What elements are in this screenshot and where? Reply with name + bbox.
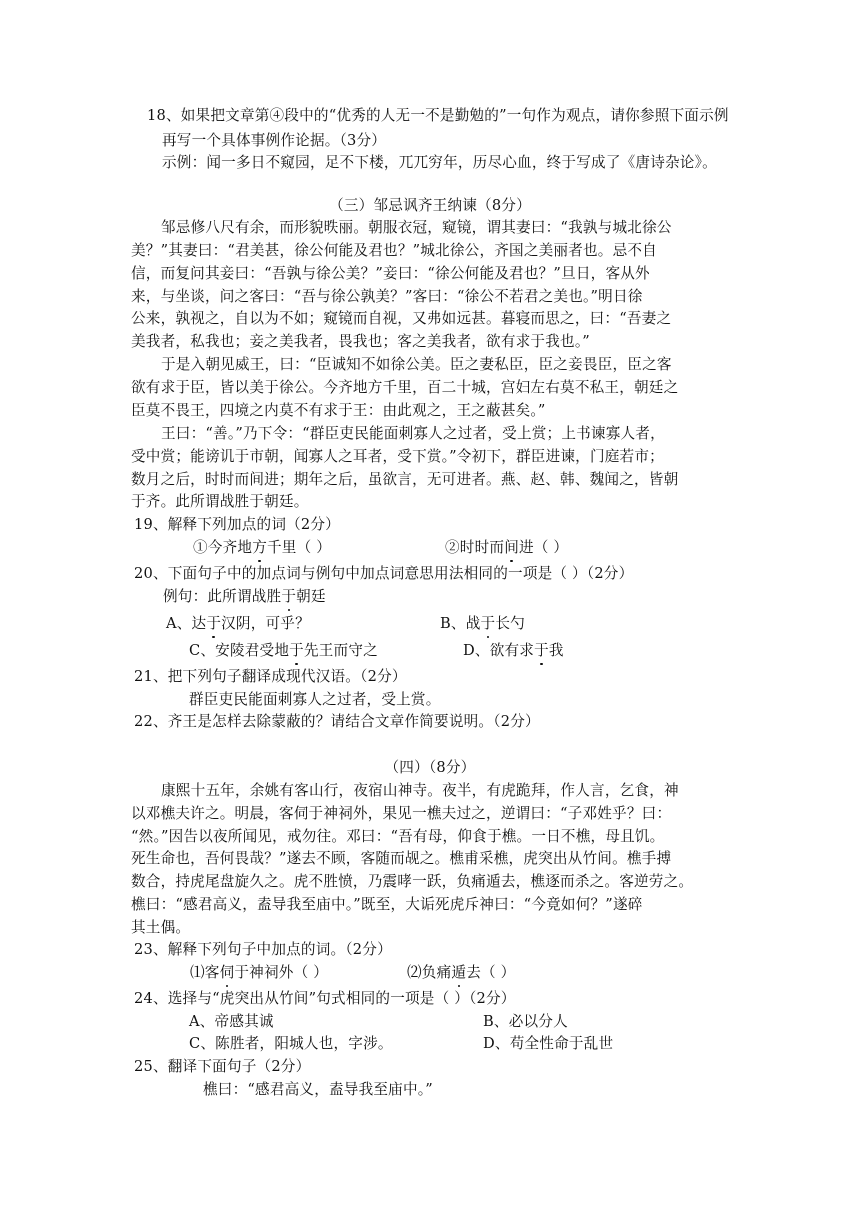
q19-item1-dotted-word: 方 <box>252 539 267 556</box>
section3-text-line: 于齐。此所谓战胜于朝廷。 <box>131 493 309 510</box>
section3-text-line: 来，与坐谈，问之客曰：“吾与徐公孰美？”客曰：“徐公不若君之美也。”明日徐 <box>131 288 643 305</box>
section4-text-line: “然。”因告以夜所闻见，戒勿往。邓曰：“吾有母，仰食于樵。一日不樵，母且饥。 <box>131 828 665 845</box>
q23-item2-post: 去（ ） <box>466 964 516 981</box>
q20-option-a <box>166 614 310 634</box>
section3-text-line: 欲有求于臣，皆以美于徐公。今齐地方千里，百二十城，宫妇左右莫不私王，朝廷之 <box>131 379 679 396</box>
q19-item1-post: 千里（ ） <box>266 539 331 556</box>
section3-text-line: 数月之后，时时而间进；期年之后，虽欲言，无可进者。燕、赵、韩、魏闻之，皆朝 <box>131 471 679 488</box>
q20-option-b-pre: B、战 <box>440 615 481 632</box>
q23-item1-pre: ⑴客 <box>190 964 220 981</box>
q23-item-1 <box>190 963 328 983</box>
section4-title: （四）（8分） <box>384 759 476 776</box>
q20-prompt: 20、下面句子中的加点词与例句中加点词意思用法相同的一项是（ ）（2分） <box>134 565 634 582</box>
q19-item2-post: 进（ ） <box>518 539 569 556</box>
q20-option-a-post: 汉阴，可乎？ <box>221 615 310 632</box>
q23-item-2 <box>407 963 515 983</box>
q19-prompt: 19、解释下列加点的词（2分） <box>134 516 340 533</box>
q24-option-c: C、陈胜者，阳城人也，字涉。 <box>189 1035 393 1052</box>
q20-option-d-dotted-word: 于 <box>534 642 549 659</box>
section3-text-line: 信，而复问其妾曰：“吾孰与徐公美？”妾曰：“徐公何能及君也？”旦日，客从外 <box>131 265 650 282</box>
q20-option-d <box>463 641 564 661</box>
section4-text-line: 死生命也，吾何畏哉？”遂去不顾，客随而觇之。樵甫采樵，虎突出从竹间。樵手搏 <box>131 850 672 867</box>
section3-text-line: 美我者，私我也；妾之美我者，畏我也；客之美我者，欲有求于我也。” <box>131 333 590 350</box>
q20-option-c-dotted-word: 于 <box>289 642 304 659</box>
q23-item2-pre: ⑵负痛 <box>407 964 452 981</box>
section3-text-line: 邹忌修八尺有余，而形貌昳丽。朝服衣冠，窥镜，谓其妻曰：“我孰与城北徐公 <box>161 219 672 236</box>
q20-option-c <box>189 641 378 661</box>
q21-prompt: 21、把下列句子翻译成现代汉语。（2分） <box>134 668 407 685</box>
section3-text-line: 美？”其妻曰：“君美甚，徐公何能及君也？”城北徐公，齐国之美丽者也。忌不自 <box>131 242 657 259</box>
q21-sentence: 群臣吏民能面刺寡人之过者，受上赏。 <box>189 691 441 708</box>
section4-text-line: 其土偶。 <box>131 919 191 936</box>
q24-prompt: 24、选择与“虎突出从竹间”句式相同的一项是（ ）（2分） <box>134 990 516 1007</box>
q20-option-c-post: 先王而守之 <box>303 642 378 659</box>
q19-item-2 <box>445 538 568 558</box>
q20-example-pre: 例句：此所谓战胜 <box>163 588 282 605</box>
q20-option-a-pre: A、达 <box>166 615 207 632</box>
section3-text-line: 臣莫不畏王，四境之内莫不有求于王：由此观之，王之蔽甚矣。” <box>131 402 546 419</box>
q19-item2-pre: ②时时而 <box>445 539 505 556</box>
section3-text-line: 受中赏；能谤讥于市朝，闻寡人之耳者，受下赏。”令初下，群臣进谏，门庭若市； <box>131 448 664 465</box>
section4-text-line: 康熙十五年，余姚有客山行，夜宿山神寺。夜半，有虎跪拜，作人言，乞食，神 <box>161 782 679 799</box>
q20-option-a-dotted-word: 于 <box>206 615 222 632</box>
q23-item2-dotted-word: 遁 <box>451 964 467 981</box>
section3-text-line: 公来，孰视之，自以为不如；窥镜而自视，又弗如远甚。暮寝而思之，曰：“吾妻之 <box>131 310 672 327</box>
section3-text-line: 于是入朝见威王，曰：“臣诚知不如徐公美。臣之妻私臣，臣之妾畏臣，臣之客 <box>161 356 672 373</box>
q20-example-post: 朝廷 <box>296 588 326 605</box>
q23-item1-post: 于神祠外（ ） <box>234 964 328 981</box>
q20-option-b-post: 长勺 <box>495 615 525 632</box>
q19-item1-pre: ①今齐地 <box>193 539 253 556</box>
q23-prompt: 23、解释下列句子中加点的词。（2分） <box>134 941 392 958</box>
q20-option-c-pre: C、安陵君受地 <box>189 642 290 659</box>
q19-item2-dotted-word: 间 <box>504 539 519 556</box>
q19-item-1 <box>193 538 331 558</box>
q24-option-d: D、苟全性命于乱世 <box>483 1035 614 1052</box>
q20-option-b <box>440 614 525 634</box>
q18-prompt-line1: 18、如果把文章第④段中的“优秀的人无一不是勤勉的”一句作为观点，请你参照下面示例 <box>147 107 729 124</box>
q20-option-d-pre: D、欲有求 <box>463 642 535 659</box>
q18-example: 示例：闻一多日不窥园，足不下楼，兀兀穷年，历尽心血，终于写成了《唐诗杂论》。 <box>162 154 717 171</box>
q20-option-b-dotted-word: 于 <box>480 615 496 632</box>
section4-text-line: 数合，持虎尾盘旋久之。虎不胜愤，乃震哮一跃，负痛遁去，樵逐而杀之。客逆劳之。 <box>131 873 694 890</box>
q20-example <box>163 587 326 607</box>
q24-option-a: A、帝感其诚 <box>189 1013 274 1030</box>
q24-option-b: B、必以分人 <box>483 1013 568 1030</box>
section4-text-line: 樵曰：“感君高义，盍导我至庙中。”既至，大诟死虎斥神曰：“今竟如何？”遂碎 <box>131 896 643 913</box>
section4-text-line: 以邓樵夫许之。明晨，客伺于神祠外，果见一樵夫过之，逆谓曰：“子邓姓乎？曰： <box>131 805 672 822</box>
section3-title: （三）邹忌讽齐王纳谏（8分） <box>329 197 531 214</box>
section3-text-line: 王曰：“善。”乃下令：“群臣吏民能面刺寡人之过者，受上赏；上书谏寡人者， <box>161 425 665 442</box>
q25-sentence: 樵曰：“感君高义，盍导我至庙中。” <box>203 1081 433 1098</box>
q18-prompt-line2: 再写一个具体事例作论据。（3分） <box>162 132 387 149</box>
q25-prompt: 25、翻译下面句子（2分） <box>134 1058 311 1075</box>
q20-option-d-post: 我 <box>548 642 564 659</box>
q20-example-dotted-word: 于 <box>281 588 297 605</box>
q22-prompt: 22、齐王是怎样去除蒙蔽的？请结合文章作简要说明。（2分） <box>134 713 540 730</box>
q23-item1-dotted-word: 伺 <box>219 964 235 981</box>
